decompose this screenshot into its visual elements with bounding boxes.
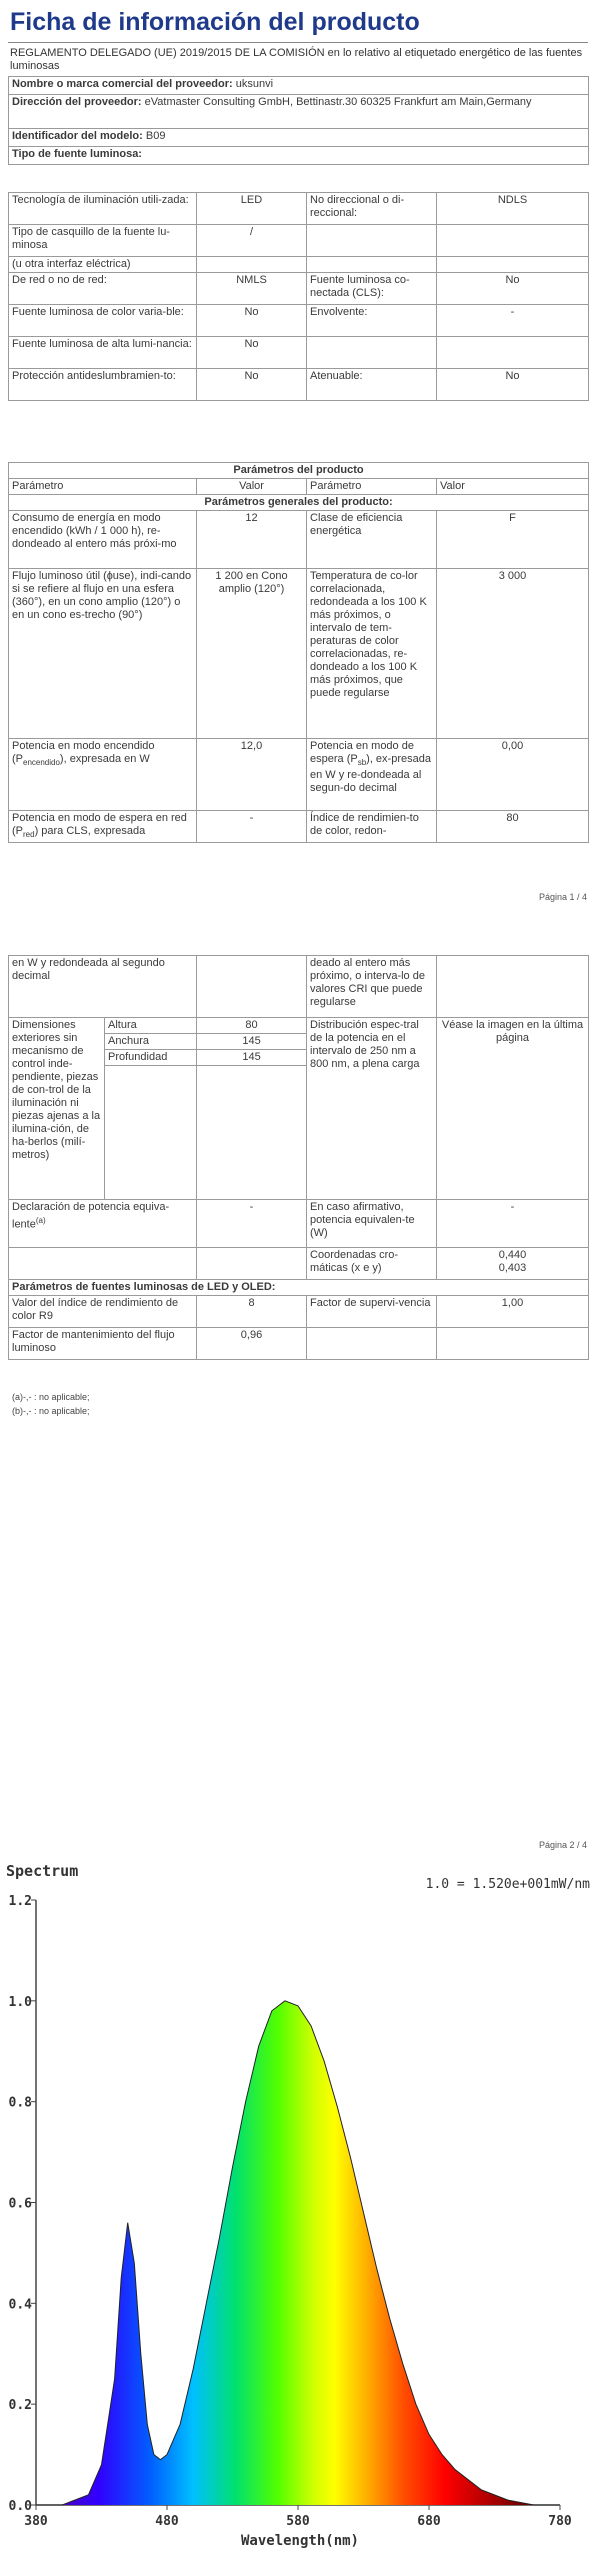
x-tick-label: 580 [286, 2514, 310, 2529]
spectrum-area [36, 2001, 560, 2505]
page-number: Página 1 / 4 [538, 892, 587, 902]
page-number: Página 2 / 4 [538, 1840, 587, 1850]
y-tick-label: 1.0 [8, 1994, 32, 2010]
y-tick-label: 0.6 [8, 2196, 32, 2212]
x-axis-label: Wavelength(nm) [240, 2533, 360, 2549]
params-title: Parámetros del producto [9, 463, 589, 479]
chroma-values: 0,440 0,403 [437, 1248, 589, 1280]
light-source-table: Tecnología de iluminación utili-zada: LED No direccional o di-reccional: NDLS Tipo de casquillo de la fuente lu-minosa / (u otra interfaz eléctrica) De red o no de red: NMLS Fuente luminosa co-nectada (CLS): No Fuente luminosa de color varia-ble: No Envolvente: - Fuente luminosa de alta lumi-nancia: No Protección antideslumbramien-to: No Atenuable: No [8, 192, 589, 401]
chart-title: Spectrum [6, 1862, 79, 1880]
dimensions-label: Dimensiones exteriores sin mecanismo de control inde-pendiente, piezas de con-trol de la iluminación ni piezas ajenas a la ilumina-ción, de ha-berlos (milí-metros) [9, 1018, 105, 1200]
x-ticks [24, 2505, 572, 2529]
net-standby-label: Potencia en modo de espera en red $(P_{red})$ para CLS, expresada [9, 811, 197, 843]
y-tick-label: 0.0 [8, 2499, 32, 2514]
y-tick-label: 0.4 [8, 2297, 32, 2313]
supplier-address-cell: Dirección del proveedor: eVatmaster Consulting GmbH, Bettinastr.30 60325 Frankfurt am Main,Germany [9, 95, 589, 129]
page-title: Ficha de información del producto [10, 8, 420, 36]
y-tick-label: 1.2 [8, 1894, 32, 1909]
y-tick-label: 0.8 [8, 2095, 32, 2111]
equiv-power-declaration: Declaración de potencia equiva-lente$^{(a)}$ [9, 1200, 197, 1248]
x-tick-label: 480 [155, 2514, 179, 2529]
spectrum-chart [0, 1855, 597, 2560]
x-tick-label: 780 [548, 2514, 572, 2529]
type-heading: Tipo de fuente luminosa: [9, 147, 589, 165]
model-cell: Identificador del modelo: B09 [9, 129, 589, 147]
y-tick-label: 0.2 [8, 2398, 32, 2414]
regulation-text: REGLAMENTO DELEGADO (UE) 2019/2015 DE LA COMISIÓN en lo relativo al etiquetado energético de las fuentes luminosas [10, 47, 583, 72]
chart-annotation: 1.0 = 1.520e+001mW/nm [425, 1877, 590, 1892]
product-params-table: Parámetros del producto Parámetro Valor Parámetro Valor Parámetros generales del producto: Consumo de energía en modo encendido (kWh / 1 000 h), re-dondeado al entero más próxi-mo 12 Clase de eficiencia energética F Flujo luminoso útil (ɸuse), indi-cando si se refiere al flujo en una esfera (360°), en un cono amplio (120°) o en un cono es-trecho (90°) 1 200 en Cono amplio (120°) Temperatura de co-lor correlacionada, redondeada a los 100 K más próximos, o intervalo de tem-peraturas de color correlacionadas, re-dondeado a los 100 K más próximos, que puede regularse 3 000 Potencia en modo encendido $(P_{encendido})$, expresada en W 12,0 Potencia en modo de espera $(P_{sb})$, ex-presada en W y re-dondeada al segun-do decimal 0,00 Potencia en modo de espera en red $(P_{red})$ para CLS, expresada - Índice de rendimien-to de color, redon- 80 [8, 462, 589, 843]
led-params-title: Parámetros de fuentes luminosas de LED y OLED: [9, 1280, 589, 1296]
footnote-a: (a)-,- : no aplicable; [12, 1392, 90, 1402]
power-on-label: Potencia en modo encendido $(P_{encendido})$, expresada en W [9, 739, 197, 811]
x-tick-label: 680 [417, 2514, 441, 2529]
x-tick-label: 380 [24, 2514, 48, 2529]
supplier-name-cell: Nombre o marca comercial del proveedor: uksunvi [9, 77, 589, 95]
params-continued-table: en W y redondeada al segundo decimal deado al entero más próximo, o interva-lo de valores CRI que puede regularse Dimensiones exteriores sin mecanismo de control inde-pendiente, piezas de con-trol de la iluminación ni piezas ajenas a la ilumina-ción, de ha-berlos (milí-metros) Altura 80 Distribución espec-tral de la potencia en el intervalo de 250 nm a 800 nm, a plena carga Véase la imagen en la última página Anchura 145 Profundidad 145 Declaración de potencia equiva-lente$^{(a)}$ - En caso afirmativo, potencia equivalen-te (W) - Coordenadas cro-máticas (x e y) 0,440 0,403 Parámetros de fuentes luminosas de LED y OLED: Valor del índice de rendimiento de color R9 8 Factor de supervi-vencia 1,00 Factor de mantenimiento del flujo luminoso 0,96 [8, 955, 589, 1360]
general-params-title: Parámetros generales del producto: [9, 495, 589, 511]
footnote-b: (b)-,- : no aplicable; [12, 1406, 90, 1416]
y-ticks [9, 1894, 36, 2514]
standby-label: Potencia en modo de espera $(P_{sb})$, ex-presada en W y re-dondeada al segun-do decimal [307, 739, 437, 811]
